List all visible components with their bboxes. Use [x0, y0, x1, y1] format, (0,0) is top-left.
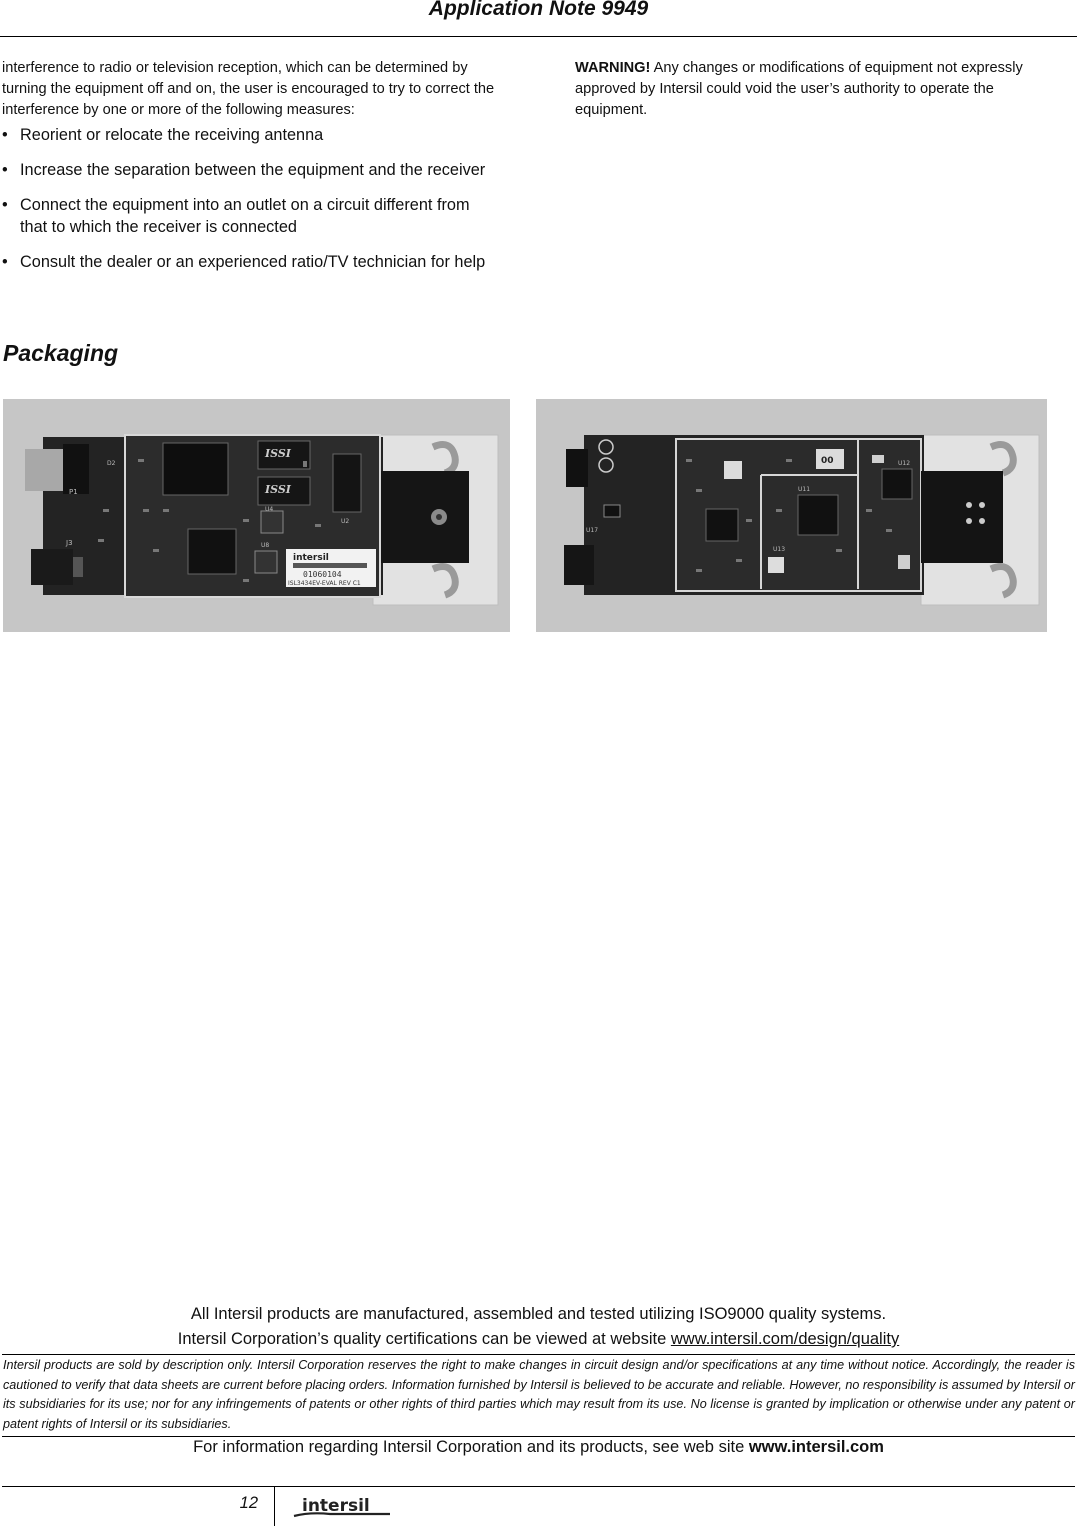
- info-text: For information regarding Intersil Corporation and its products, see web site: [193, 1438, 749, 1456]
- quality-certifications-line: [0, 1327, 1077, 1351]
- section-title: Packaging: [3, 340, 119, 366]
- silkscreen-label: U4: [265, 506, 274, 513]
- silkscreen-label: U11: [798, 486, 811, 493]
- silkscreen-label: U8: [261, 542, 270, 549]
- sticker-model: ISL3434EV-EVAL REV C1: [288, 580, 361, 587]
- pcb-front-illustration: [3, 399, 510, 632]
- sticker-code: 01060104: [303, 570, 342, 579]
- quality-link[interactable]: www.intersil.com/design/quality: [670, 1330, 900, 1348]
- list-item: [2, 251, 498, 273]
- list-item-text: Consult the dealer or an experienced ratio/TV technician for help: [20, 253, 486, 272]
- intersil-logo: [290, 1494, 400, 1527]
- silkscreen-label: P1: [69, 488, 78, 496]
- warning-paragraph: [575, 58, 1055, 120]
- page-header: [0, 0, 1077, 38]
- header-rule: [0, 36, 1077, 37]
- bullet-icon: •: [2, 126, 8, 145]
- pcb-photo-back: [536, 399, 1047, 632]
- list-item-text: Increase the separation between the equipment and the receiver: [20, 161, 486, 180]
- footer-divider: [274, 1487, 275, 1526]
- silkscreen-label: U2: [341, 518, 350, 525]
- sticker-brand: intersil: [293, 553, 329, 563]
- silkscreen-label: J3: [66, 539, 73, 547]
- list-item: [2, 159, 498, 181]
- chip-label: ISSI: [265, 447, 291, 460]
- bullet-icon: •: [2, 253, 8, 272]
- silkscreen-label: D2: [107, 460, 116, 467]
- footer-rule-top: [2, 1354, 1075, 1355]
- intersil-logo-mark: [290, 1494, 400, 1522]
- chip-label: ISSI: [265, 483, 291, 496]
- list-item-text: Connect the equipment into an outlet on a circuit different from that to which the receiver is connected: [20, 196, 470, 237]
- page-number: 12: [239, 1494, 258, 1512]
- right-column: [575, 58, 1055, 120]
- silkscreen-label: 00: [821, 456, 834, 466]
- footer-rule-bottom: [2, 1486, 1075, 1487]
- pcb-back-illustration: [536, 399, 1047, 632]
- logo-text: intersil: [302, 1496, 370, 1516]
- bullet-icon: •: [2, 196, 8, 215]
- silkscreen-label: U13: [773, 546, 786, 553]
- warning-label: WARNING!: [575, 60, 651, 76]
- document-title: Application Note 9949: [428, 0, 649, 20]
- warning-text: Any changes or modifications of equipment not expressly approved by Intersil could void the user’s authority to operate the equipment.: [575, 60, 1023, 118]
- pcb-photo-front: [3, 399, 510, 632]
- left-column: [2, 58, 498, 286]
- list-item: [2, 124, 498, 146]
- intro-paragraph: interference to radio or television reception, which can be determined by turning the equipment off and on, the user is encouraged to try to correct the interference by one or more of the following measures:: [2, 60, 495, 118]
- info-line: [0, 1438, 1077, 1457]
- website-link[interactable]: www.intersil.com: [748, 1438, 884, 1456]
- silkscreen-label: U17: [586, 527, 599, 534]
- bullet-icon: •: [2, 161, 8, 180]
- list-item: [2, 194, 498, 238]
- iso-statement: All Intersil products are manufactured, assembled and tested utilizing ISO9000 quality systems.: [190, 1305, 887, 1323]
- measures-list: [2, 124, 498, 273]
- legal-disclaimer: Intersil products are sold by description only. Intersil Corporation reserves the right to make changes in circuit design and/or specifications at any time without notice. Accordingly, the reader is cautioned to verify that data sheets are current before placing orders. Information furnished by Intersil is believed to be accurate and reliable. However, no responsibility is assumed by Intersil or its subsidiaries for its use; nor for any infringements of patents or other rights of third parties which may result from its use. No license is granted by implication or otherwise under any patent or patent rights of Intersil or its subsidiaries.: [3, 1358, 1075, 1431]
- silkscreen-label: U12: [898, 460, 911, 467]
- list-item-text: Reorient or relocate the receiving antenna: [20, 126, 324, 145]
- footer-rule-middle: [2, 1436, 1075, 1437]
- quality-certifications-text: Intersil Corporation’s quality certifications can be viewed at website: [177, 1330, 671, 1348]
